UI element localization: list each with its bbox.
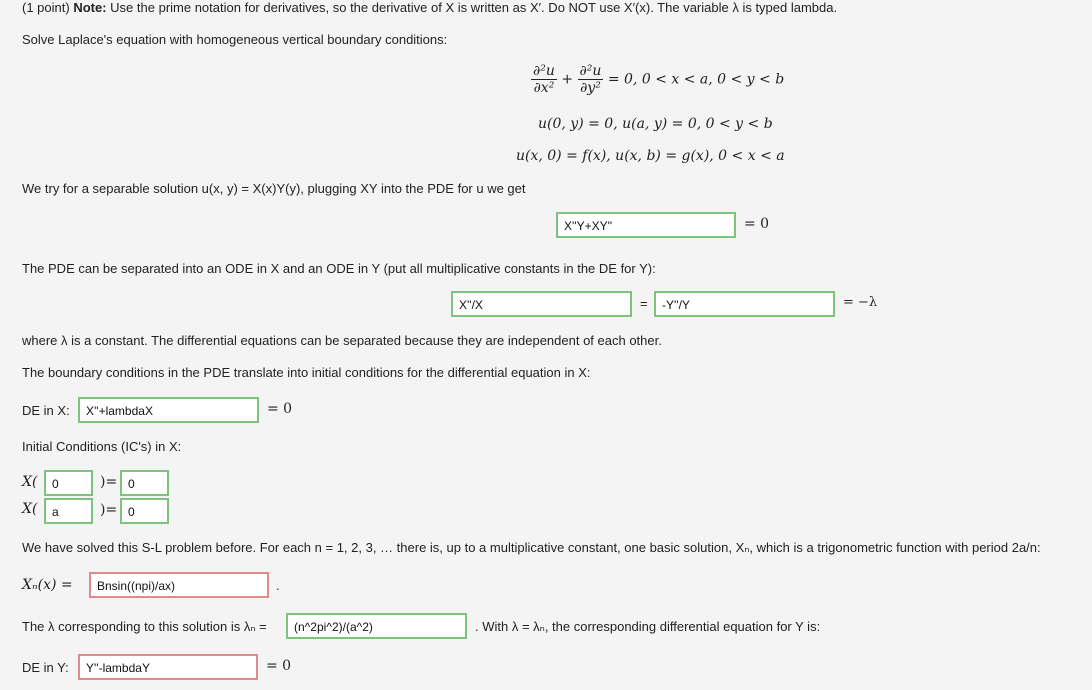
ic2-value-input[interactable]: 0	[120, 498, 169, 524]
note-line	[22, 0, 837, 15]
note-text: Use the prime notation for derivatives, so the derivative of X is written as X′. Do NOT use X′(x). The variable λ is typed lambda.	[110, 0, 838, 15]
separated-y-input[interactable]: -Y''/Y	[654, 291, 835, 317]
ic2-mid: )=	[100, 502, 118, 518]
separated-equals: =	[640, 296, 648, 311]
de-x-label: DE in X:	[22, 403, 70, 418]
separable-rhs: = 0	[744, 216, 770, 232]
xn-label: Xₙ(x) =	[22, 577, 73, 593]
pde-equation: $\frac{\text{∂²u}}{\text{∂x²}}$ + $\frac{\text{∂²u}}{\text{∂y²}}$ = 0, 0 < x < a, 0 < y < b	[533, 63, 785, 96]
note-label: Note:	[73, 0, 107, 15]
boundary-translation-text: The boundary conditions in the PDE translate into initial conditions for the differential equation in X:	[22, 365, 591, 380]
lambda-text: The λ corresponding to this solution is λₙ =	[22, 619, 267, 634]
lambda-after-text: . With λ = λₙ, the corresponding differential equation for Y is:	[475, 619, 821, 634]
ic1-value-input[interactable]: 0	[120, 470, 169, 496]
separated-rhs: = −λ	[843, 295, 878, 310]
ic1-arg-input[interactable]: 0	[44, 470, 93, 496]
points-label: (1 point)	[22, 0, 70, 15]
de-x-rhs: = 0	[267, 401, 293, 417]
sl-text: We have solved this S-L problem before. For each n = 1, 2, 3, … there is, up to a multiplicative constant, one basic solution, Xₙ, which is a trigonometric function with period 2a/n:	[22, 540, 1041, 555]
ic-label: Initial Conditions (IC's) in X:	[22, 439, 182, 454]
de-y-rhs: = 0	[266, 658, 292, 674]
ode-separation-text: The PDE can be separated into an ODE in X and an ODE in Y (put all multiplicative constants in the DE for Y):	[22, 261, 656, 276]
xn-input[interactable]: Bnsin((npi)/ax)	[89, 572, 269, 598]
ic1-prefix: X(	[22, 474, 38, 490]
pde-frac-x: $\frac{\text{∂²u}}{\text{∂x²}}$	[533, 63, 555, 96]
de-y-label: DE in Y:	[22, 660, 69, 675]
separated-x-input[interactable]: X''/X	[451, 291, 632, 317]
de-y-input[interactable]: Y''-lambdaY	[78, 654, 258, 680]
pde-frac-y: $\frac{\text{∂²u}}{\text{∂y²}}$	[579, 63, 602, 96]
boundary-condition-1: u(0, y) = 0, u(a, y) = 0, 0 < y < b	[538, 116, 773, 132]
separable-text: We try for a separable solution u(x, y) = X(x)Y(y), plugging XY into the PDE for u we get	[22, 181, 526, 196]
xn-suffix: .	[276, 578, 280, 593]
ic1-mid: )=	[100, 474, 118, 490]
de-x-input[interactable]: X''+lambdaX	[78, 397, 259, 423]
lambda-input[interactable]: (n^2pi^2)/(a^2)	[286, 613, 467, 639]
problem-intro: Solve Laplace's equation with homogeneous vertical boundary conditions:	[22, 32, 448, 47]
pde-rhs: = 0, 0 < x < a, 0 < y < b	[607, 71, 785, 88]
ic2-prefix: X(	[22, 501, 38, 517]
constant-text: where λ is a constant. The differential equations can be separated because they are independent of each other.	[22, 333, 662, 348]
separable-answer-input[interactable]: X''Y+XY''	[556, 212, 736, 238]
boundary-condition-2: u(x, 0) = f(x), u(x, b) = g(x), 0 < x < a	[516, 148, 785, 164]
ic2-arg-input[interactable]: a	[44, 498, 93, 524]
